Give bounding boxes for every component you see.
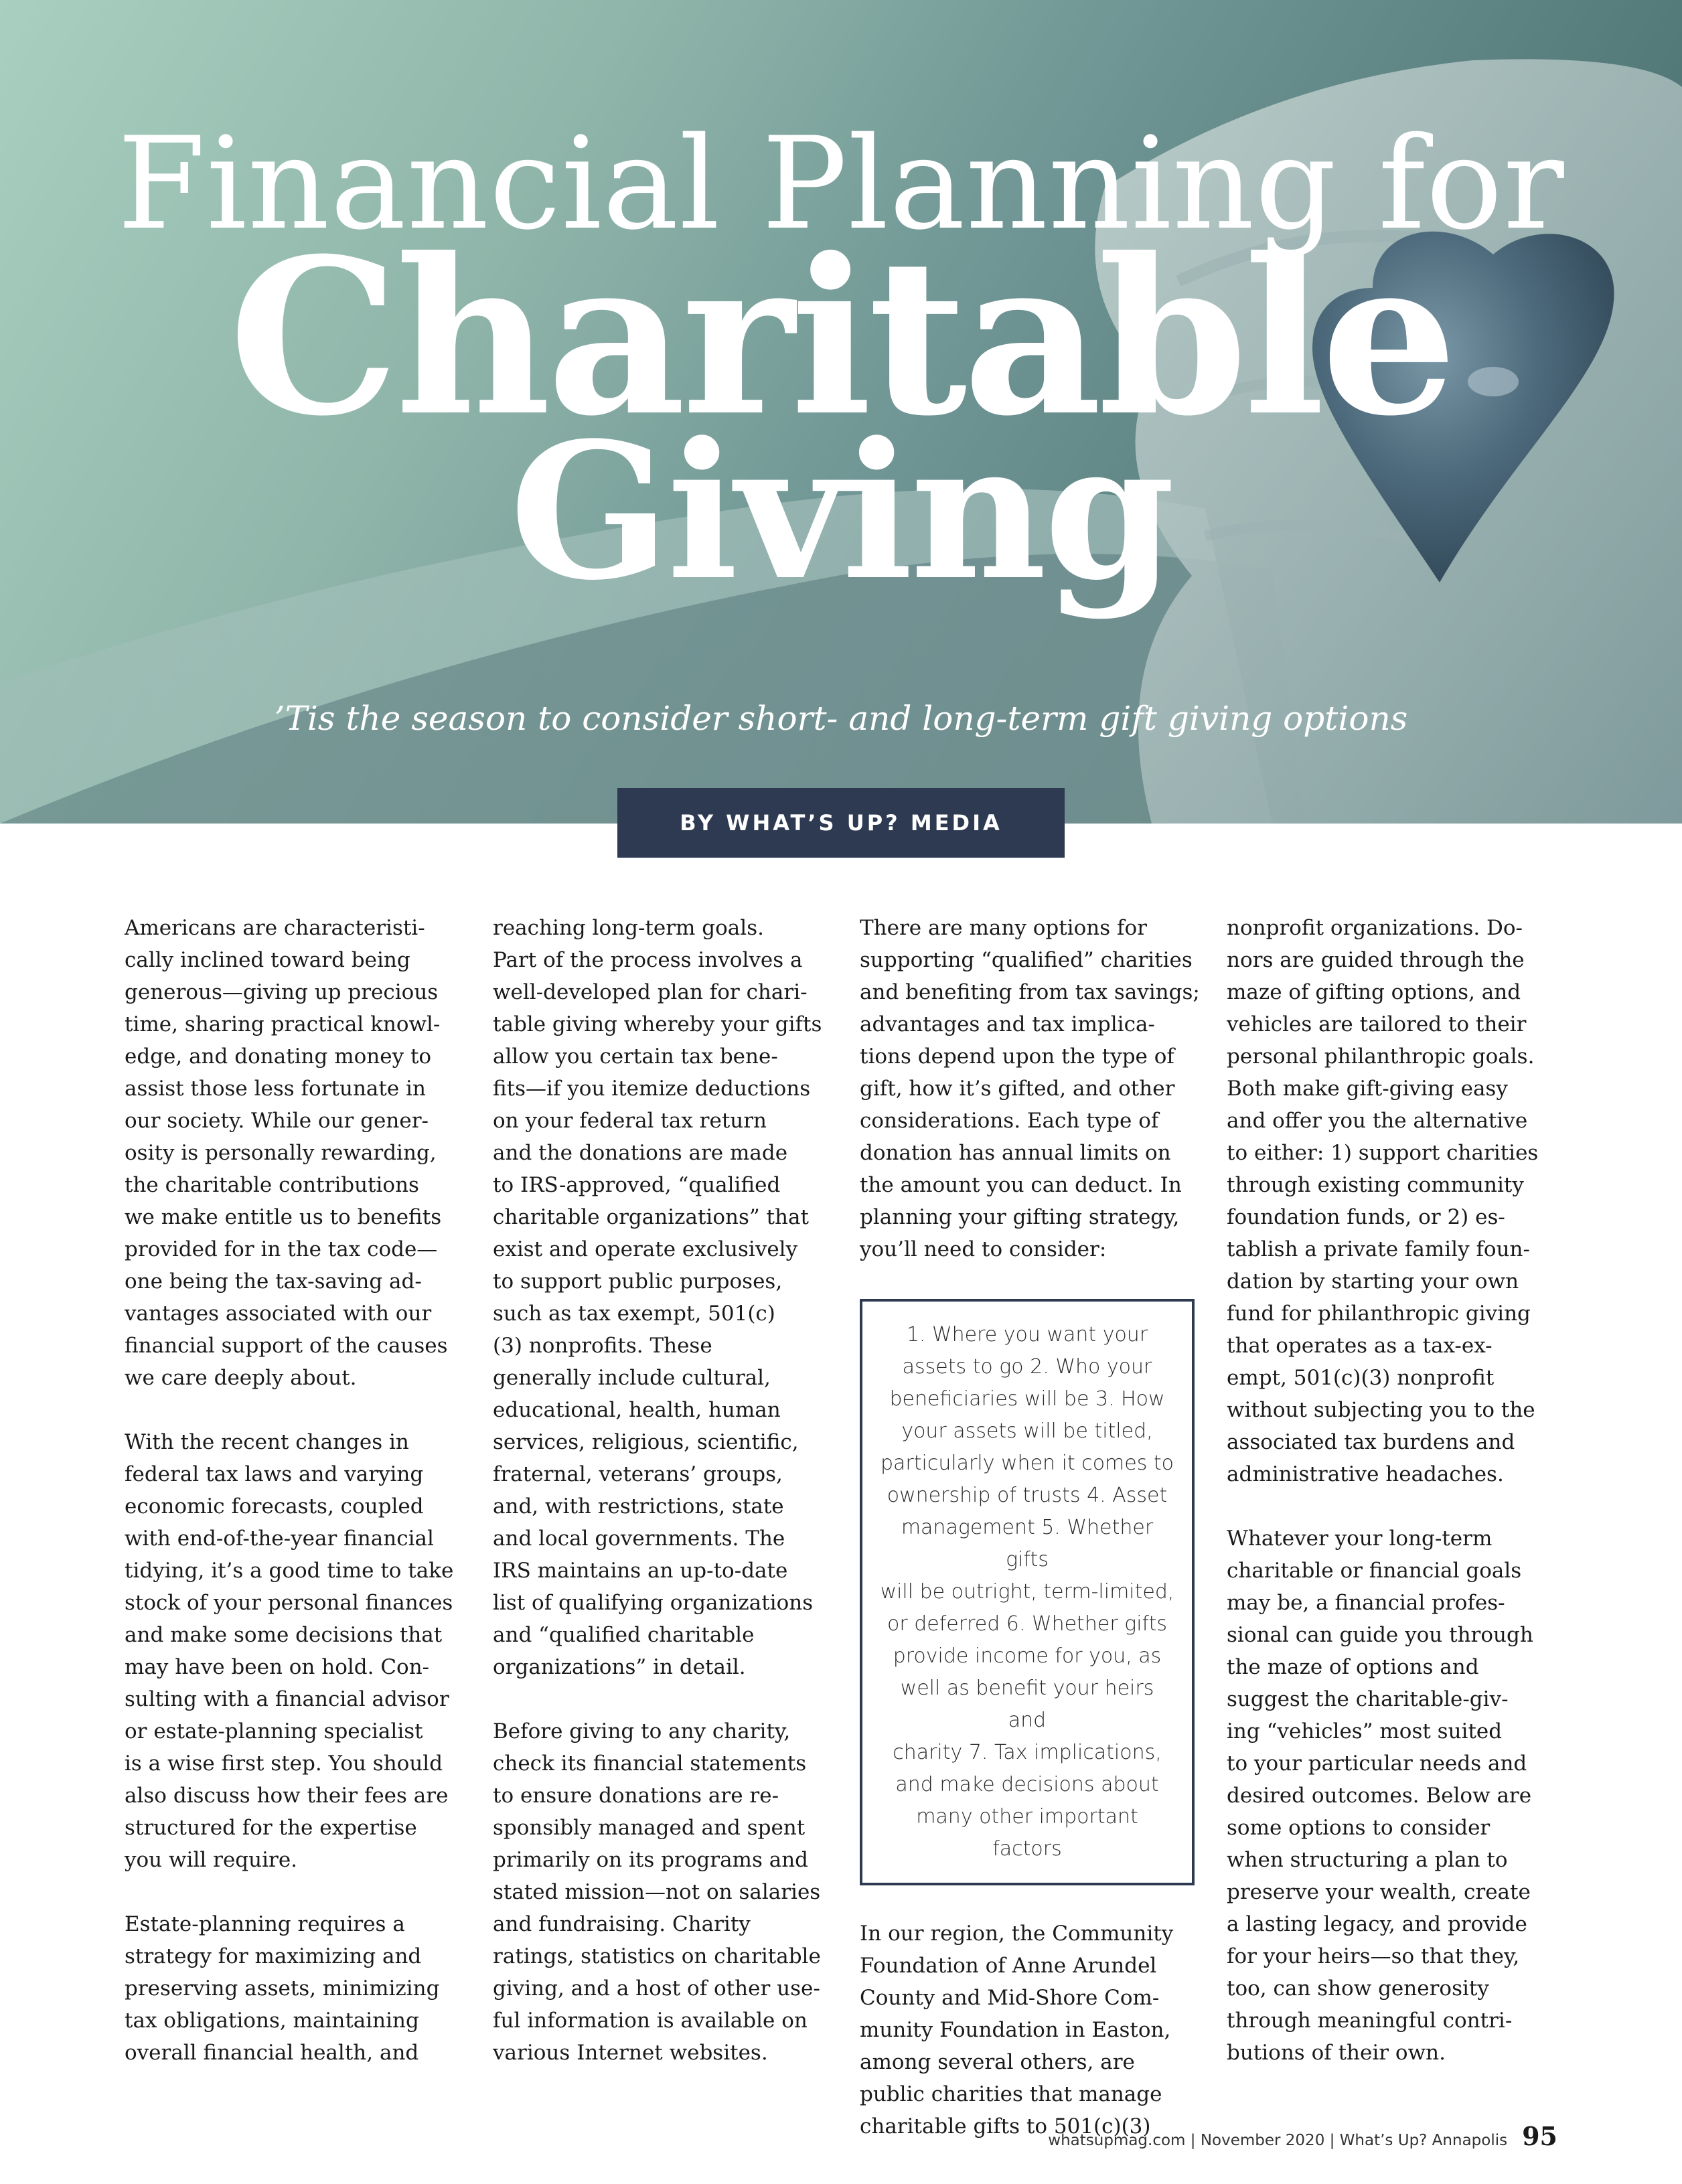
paragraph: Whatever your long-term charitable or financial goals may be, a financial profes- sional can guide you through the maze of options and suggest the charitable-giv- ing “vehicles” most suited to your particular needs and desired outcomes. Below are some options to consider when structuring a plan to preserve your wealth, create a lasting legacy, and provide for your heirs—so that they, too, can show generosity through meaningful contri- butions of their own. (1227, 1527, 1533, 2065)
title-line-financial-planning: Financial Planning for (117, 110, 1565, 258)
paragraph: In our region, the Community Foundation of Anne Arundel County and Mid-Shore Com- munity Foundation in Easton, among several others, are public charities that manage charitable gifts to 501(c)(3) (860, 1922, 1174, 2138)
paragraph: With the recent changes in federal tax laws and varying economic forecasts, coupled with end-of-the-year financial tidying, it’s a good time to take stock of your personal finances and make some decisions that may have been on hold. Con- sulting with a financial advisor or estate-planning specialist is a wise first step. You should also discuss how their fees are structured for the expertise you will require. (125, 1430, 454, 1872)
paragraph: reaching long-term goals. Part of the process involves a well-developed plan for chari- table giving whereby your gifts allow you certain tax bene- fits—if you itemize deductions on your federal tax return and the donations are made to IRS-approved, “qualified charitable organizations” that exist and operate exclusively to support public purposes, such as tax exempt, 501(c) (3) nonprofits. These generally include cultural, educational, health, human services, religious, scientific, fraternal, veterans’ groups, and, with restrictions, state and local governments. The IRS maintains an up-to-date list of qualifying organizations and “qualified charitable organizations” in detail. (493, 916, 822, 1679)
article-column-4 (1227, 912, 1575, 2101)
paragraph: nonprofit organizations. Do- nors are guided through the maze of gifting options, and vehicles are tailored to their personal philanthropic goals. Both make gift-giving easy and offer you the alternative to either: 1) support charities through existing community foundation funds, or 2) es- tablish a private family foun- dation by starting your own fund for philanthropic giving that operates as a tax-ex- empt, 501(c)(3) nonprofit without subjecting you to the associated tax burdens and administrative headaches. (1227, 916, 1539, 1486)
page-number: 95 (1522, 2121, 1557, 2151)
paragraph: There are many options for supporting “qualified” charities and benefiting from tax savings; advantages and tax implica- tions depend upon the type of gift, how it’s gifted, and other considerations. Each type of donation has annual limits on the amount you can deduct. In planning your gifting strategy, you’ll need to consider: (860, 916, 1200, 1261)
paragraph: Before giving to any charity, check its financial statements to ensure donations are re- sponsibly managed and spent primarily on its programs and stated mission—not on salaries and fundraising. Charity ratings, statistics on charitable giving, and a host of other use- ful information is available on various Internet websites. (493, 1719, 821, 2065)
paragraph: Estate-planning requires a strategy for maximizing and preserving assets, minimizing tax obligations, maintaining overall financial health, and (125, 1912, 440, 2065)
paragraph: Americans are characteristi- cally inclined toward being generous—giving up precious time, sharing practical knowl- edge, and donating money to assist those less fortunate in our society. While our gener- osity is personally rewarding, the charitable contributions we make entitle us to benefits provided for in the tax code— one being the tax-saving ad- vantages associated with our financial support of the causes we care deeply about. (125, 916, 448, 1390)
title-line-charitable: Charitable (228, 212, 1454, 463)
article-subtitle: ’Tis the season to consider short- and long-term gift giving options (274, 699, 1408, 738)
page-footer (1048, 2121, 1557, 2161)
article-column-2 (493, 912, 841, 2101)
article-column-3 (860, 912, 1208, 2175)
title-line-giving: Giving (510, 402, 1172, 622)
byline-badge: BY WHAT’S UP? MEDIA (617, 788, 1065, 858)
hero-image (0, 0, 1682, 824)
considerations-callout-box: 1. Where you want your assets to go 2. Who your beneficiaries will be 3. How your assets will be titled, particularly when it comes to ownership of trusts 4. Asset management 5. Whether gifts will be outright, term-limited, or deferred 6. Whether gifts provide income for you, as well as benefit your heirs and charity 7. Tax implications, and make decisions about many other important factors (860, 1299, 1195, 1885)
article-column-1 (125, 912, 473, 2101)
footer-publication-info: whatsupmag.com | November 2020 | What’s Up? Annapolis (1048, 2132, 1508, 2149)
